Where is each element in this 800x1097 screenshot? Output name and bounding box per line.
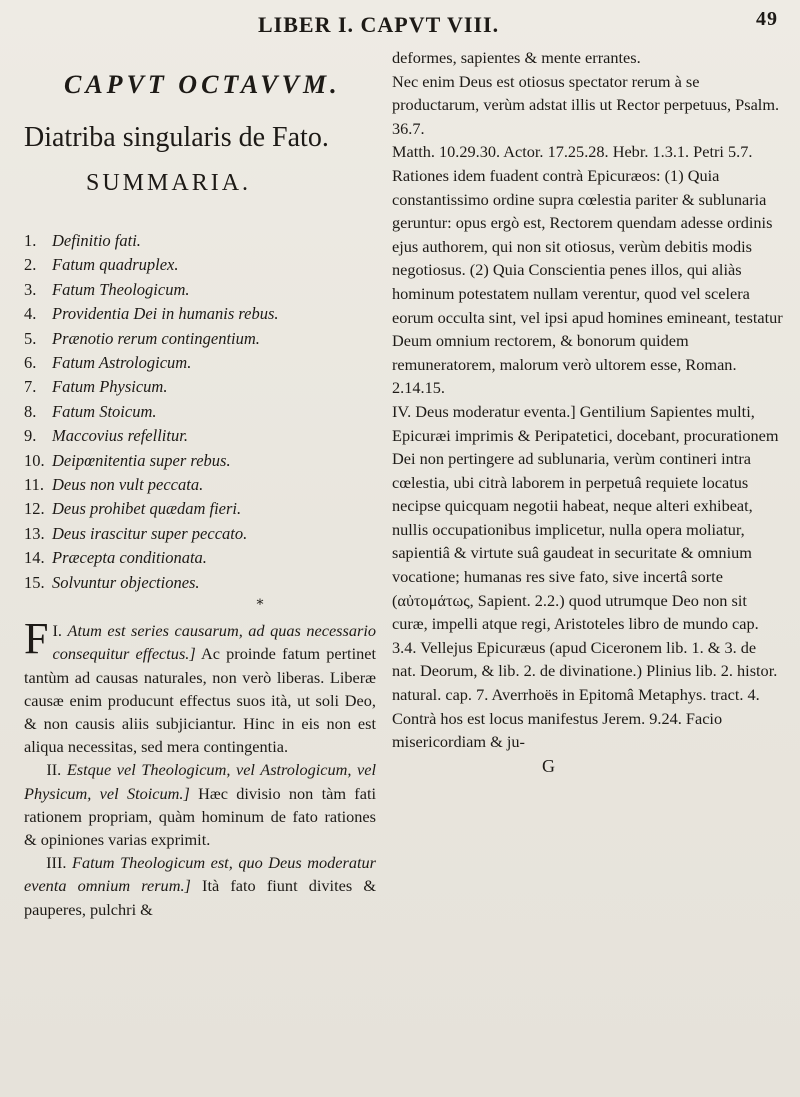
summaria-item: 6. Fatum Astrologicum. [24,353,192,373]
summaria-item: 7. Fatum Physicum. [24,377,168,397]
asterisk-mark: * [256,597,264,614]
summaria-heading: SUMMARIA. [86,170,252,196]
summaria-item: 15. Solvuntur objectiones. [24,572,200,592]
summaria-item: 14. Præcepta conditionata. [24,548,207,568]
page-number: 49 [756,8,778,30]
summaria-item: 13. Deus irascitur super peccato. [24,523,248,543]
summaria-item: 11. Deus non vult peccata. [24,475,204,495]
summaria-item: 9. Maccovius refellitur. [24,426,188,446]
summaria-item: 2. Fatum quadruplex. [24,255,179,275]
summaria-item: 12. Deus prohibet quædam fieri. [24,499,242,519]
paragraph-number: II. [46,760,62,780]
summaria-item: 5. Prænotio rerum contingentium. [24,328,260,348]
paragraph-1 [24,614,376,758]
paragraph-2 [24,758,376,851]
summaria-item: 10. Deipœnitentia super rebus. [24,450,231,470]
summaria-item: 3. Fatum Theologicum. [24,279,190,299]
diatriba-title: Diatriba singularis de Fato. [24,122,329,153]
running-head-title: LIBER I. CAPVT VIII. [258,12,500,37]
paragraph-lemma: Fatum Theologicum est, quo Deus moderatur eventa omnium rerum.] [24,853,377,896]
paragraph-3 [24,851,376,921]
paragraph-number: I. [52,621,62,641]
paragraph-number: III. [46,853,67,873]
left-column [24,46,376,921]
paragraph-body: Hæc divisio non tàm fati rationem propriam, quàm hominum de fato rationes & opiniones varias exprimit. [24,783,377,849]
paragraph-body: Ità fato fiunt divites & pauperes, pulchri & [24,876,376,919]
paragraph-lemma: Estque vel Theologicum, vel Astrologicum, vel Physicum, vel Stoicum.] [24,760,377,803]
summaria-item: 1. Definitio fati. [24,231,141,250]
summaria-list [24,229,376,595]
drop-cap: F [24,614,49,664]
running-head [258,8,778,38]
paragraph-body: Ac proinde fatum pertinet tantùm ad causas naturales, non verò liberas. Liberæ causæ enim producunt effectus suos ità, ut soli Deo, & non causis aliis subjiciantur. Hinc in eis non est aliqua necessitas, sed mera contingentia. [24,644,376,757]
chapter-title: CAPVT OCTAVVM. [64,70,341,99]
summaria-item: 4. Providentia Dei in humanis rebus. [24,304,279,324]
right-column-text: deformes, sapientes & mente errantes. Nec enim Deus est otiosus spectator rerum à se productarum, verùm adstat illis ut Rector perpetuus, Psalm. 36.7. Matth. 10.29.30. Actor. 17.25.28. Hebr. 1.3.1. Petri 5.7. Rationes idem fuadent contrà Epicuræos: (1) Quia constantissimo ordine supra cœlestia pariter & sublunaria geruntur: opus ergò est, Rectorem quendam adesse ordinis ejus authorem, qui non sit otiosus, verùm debitis modis negotiosus. (2) Quia Conscientia penes illos, qui aliàs hominum potestatem nullam verentur, quod vel scelera eorum occulta sint, vel ipsi apud homines emineant, testatur Deum omnium rectorem, & bonorum quidem remuneratorem, malorum verò ultorem esse, Roman. 2.14.15. IV. Deus moderatur eventa.] Gentilium Sapientes multi, Epicuræi imprimis & Peripatetici, docebant, procurationem Dei non pertingere ad sublunaria, verùm contineri intra cœlestia, ubi citrà laborem in perpetuâ requiete locatus necipse quicquam negotii habeat, neque alteri exhibeat, nullis occupationibus implicetur, nulla opera moliatur, sapientiâ & virtute suâ gaudeat in securitate & omnium vocatione; humanas res sive fato, sive incertâ sorte (αὐτομάτως, Sapient. 2.2.) quod utrumque Deo non sit curæ, impelli atque regi, Aristoteles libro de mundo cap. 3.4. Vellejus Epicuræus (apud Ciceronem lib. 1. & 3. de nat. Deorum, & lib. 2. de divinatione.) Plinius lib. 2. histor. natural. cap. 7. Averrhoës in Epitomâ Metaphys. tract. 4. Contrà hos est locus manifestus Jerem. 9.24. Facio misericordiam & ju- [392,48,783,752]
summaria-item: 8. Fatum Stoicum. [24,401,157,421]
right-column [392,46,784,777]
signature-mark: G [542,755,555,776]
paragraph-lemma: Atum est series causarum, ad quas necessario consequitur effectus.] [52,621,376,664]
